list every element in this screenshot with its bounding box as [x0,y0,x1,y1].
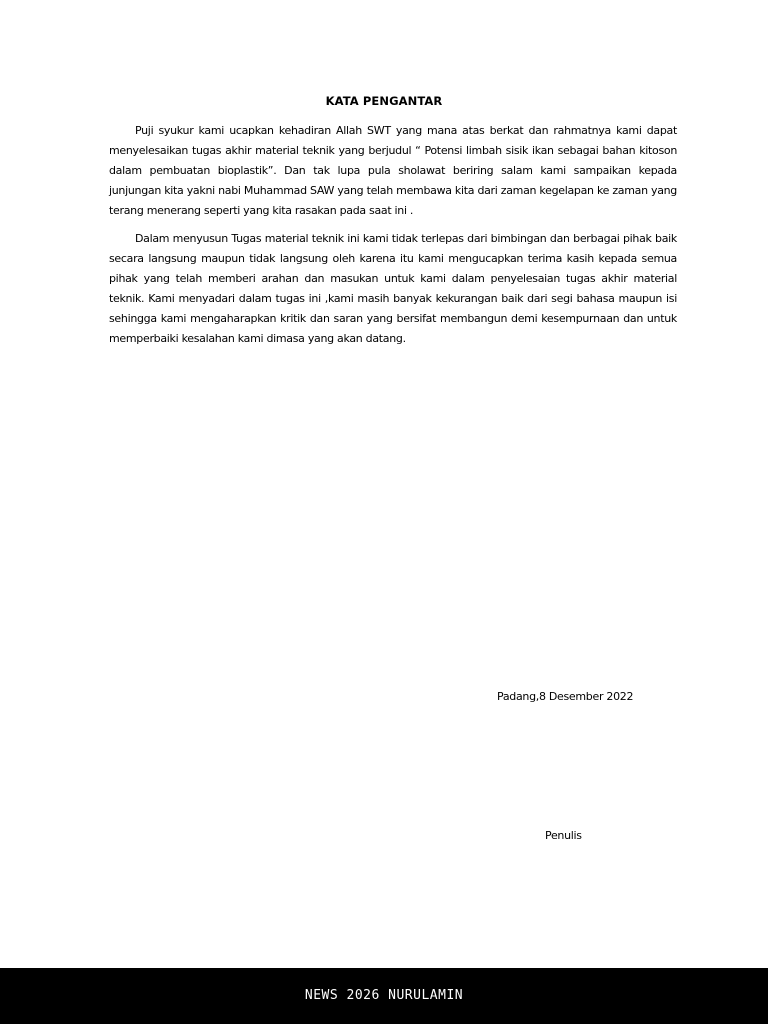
footer-bar [0,968,768,1024]
paragraph-2: Dalam menyusun Tugas material teknik ini kami tidak terlepas dari bimbingan dan berbagai pihak baik secara langsung maupun tidak langsung oleh karena itu kami mengucapkan terima kasih kepada semua pihak yang telah memberi arahan dan masukan untuk kami dalam penyelesaian tugas akhir material teknik. Kami menyadari dalam tugas ini ,kami masih banyak kekurangan baik dari segi bahasa maupun isi sehingga kami mengaharapkan kritik dan saran yang bersifat membangun demi kesempurnaan dan untuk memperbaiki kesalahan kami dimasa yang akan datang. [109,232,677,345]
paragraph-1: Puji syukur kami ucapkan kehadiran Allah SWT yang mana atas berkat dan rahmatnya kami dapat menyelesaikan tugas akhir material teknik yang berjudul “ Potensi limbah sisik ikan sebagai bahan kitoson dalam pembuatan bioplastik”. Dan tak lupa pula sholawat beriring salam kami sampaikan kepada junjungan kita yakni nabi Muhammad SAW yang telah membawa kita dari zaman kegelapan ke zaman yang terang menerang seperti yang kita rasakan pada saat ini . [109,124,677,217]
place-date: Padang,8 Desember 2022 [497,690,634,703]
document-title: KATA PENGANTAR [325,94,443,108]
document-body [109,121,677,357]
signature-author: Penulis [545,829,582,842]
footer-text: NEWS 2026 NURULAMIN [304,988,464,1003]
